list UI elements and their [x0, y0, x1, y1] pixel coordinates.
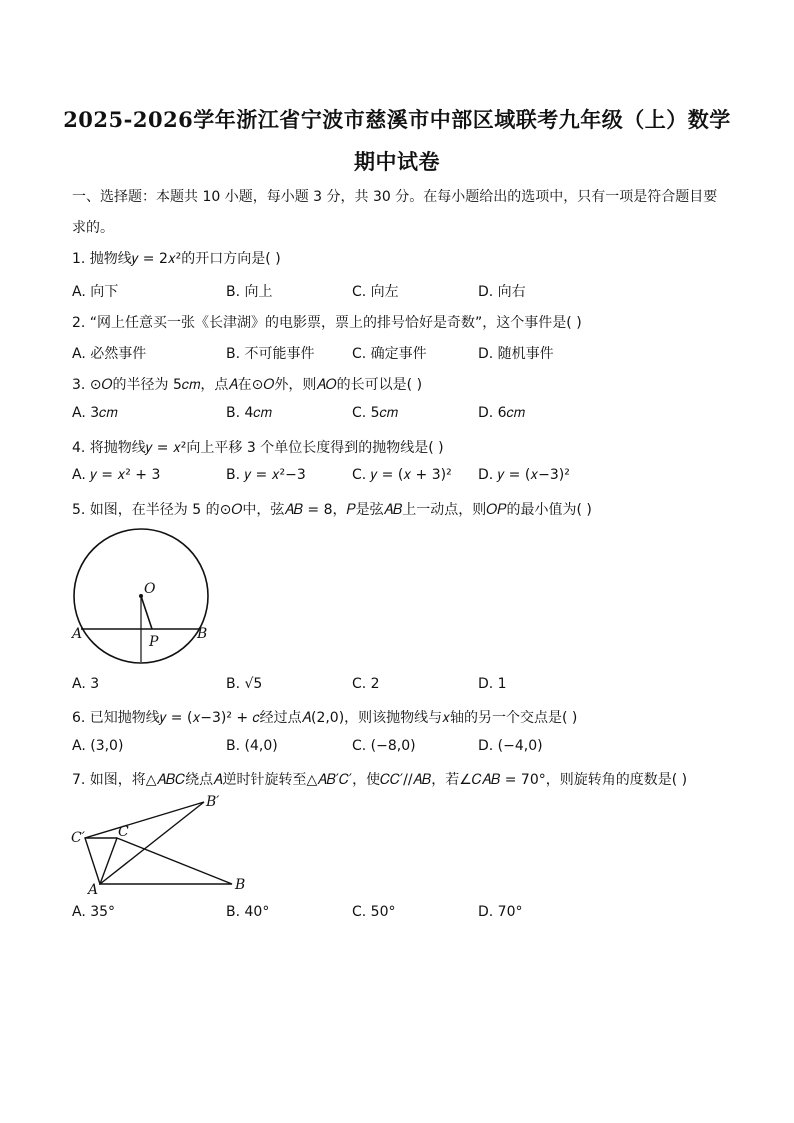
label-b: B — [197, 626, 208, 642]
question-2-options — [72, 343, 712, 363]
segment-op — [141, 596, 152, 629]
question-3-option-a: A. 3𝑐𝑚 — [72, 405, 118, 421]
question-7-option-c: C. 50° — [352, 904, 396, 920]
question-6-stem: 6. 已知抛物线𝑦 = (𝑥−3)² + 𝑐经过点𝐴(2,0)，则该抛物线与𝑥轴的另一个交点是( ) — [72, 710, 578, 726]
question-7-option-a: A. 35° — [72, 904, 116, 920]
question-7-stem: 7. 如图，将△𝐴𝐵𝐶绕点𝐴逆时针旋转至△𝐴𝐵′𝐶′，使𝐶𝐶′//𝐴𝐵，若∠𝐶𝐴𝐵 = 70°，则旋转角的度数是( ) — [72, 772, 688, 788]
triangle-abc — [100, 838, 232, 884]
question-5-option-b: B. √5 — [226, 676, 263, 692]
question-3-option-b: B. 4𝑐𝑚 — [226, 405, 272, 421]
label-b: B — [235, 877, 246, 893]
question-5-stem: 5. 如图，在半径为 5 的⊙𝑂中，弦𝐴𝐵 = 8，𝑃是弦𝐴𝐵上一动点，则𝑂𝑃的最小值为( ) — [72, 502, 592, 518]
question-4-option-c: C. 𝑦 = (𝑥 + 3)² — [352, 467, 452, 483]
question-6-options — [72, 738, 712, 758]
section-heading: 一、选择题：本题共 10 小题，每小题 3 分，共 30 分。在每小题给出的选项中，只有一项是符合题目要求的。 — [72, 189, 718, 236]
label-a: A — [88, 882, 99, 898]
question-4-stem: 4. 将抛物线𝑦 = 𝑥²向上平移 3 个单位长度得到的抛物线是( ) — [72, 440, 444, 456]
label-p: P — [149, 634, 159, 650]
question-3-options — [72, 405, 712, 425]
triangle-ab-prime-c-prime — [85, 802, 204, 884]
question-5-option-d: D. 1 — [478, 676, 507, 692]
label-c: C — [118, 824, 129, 840]
question-5-figure — [60, 525, 230, 675]
question-7-figure — [60, 790, 260, 900]
question-4-option-a: A. 𝑦 = 𝑥² + 3 — [72, 467, 161, 483]
question-1-stem: 1. 抛物线𝑦 = 2𝑥²的开口方向是( ) — [72, 251, 281, 267]
question-5-options — [72, 676, 712, 696]
question-4-options — [72, 467, 712, 487]
label-a: A — [72, 626, 83, 642]
question-1-options — [72, 281, 712, 301]
question-4-option-b: B. 𝑦 = 𝑥²−3 — [226, 467, 306, 483]
question-1-option-d: D. 向右 — [478, 284, 526, 300]
question-2-option-c: C. 确定事件 — [352, 346, 427, 362]
question-1-option-c: C. 向左 — [352, 284, 399, 300]
question-6-option-d: D. (−4,0) — [478, 738, 543, 754]
question-2-stem: 2. “网上任意买一张《长津湖》的电影票，票上的排号恰好是奇数”，这个事件是( ) — [72, 315, 582, 331]
question-2-option-a: A. 必然事件 — [72, 346, 147, 362]
question-6-option-a: A. (3,0) — [72, 738, 124, 754]
exam-title-line1: 2025-2026学年浙江省宁波市慈溪市中部区域联考九年级（上）数学 — [63, 107, 731, 132]
question-1-option-a: A. 向下 — [72, 284, 119, 300]
question-7-options — [72, 904, 712, 924]
question-7-option-b: B. 40° — [226, 904, 270, 920]
center-dot — [139, 594, 143, 598]
question-5-option-c: C. 2 — [352, 676, 380, 692]
question-2-option-d: D. 随机事件 — [478, 346, 554, 362]
question-2-option-b: B. 不可能事件 — [226, 346, 315, 362]
question-3-option-c: C. 5𝑐𝑚 — [352, 405, 399, 421]
question-1-option-b: B. 向上 — [226, 284, 273, 300]
question-3-option-d: D. 6𝑐𝑚 — [478, 405, 526, 421]
question-3-stem: 3. ⊙𝑂的半径为 5𝑐𝑚，点𝐴在⊙𝑂外，则𝐴𝑂的长可以是( ) — [72, 377, 423, 393]
label-c-prime: C′ — [71, 830, 85, 846]
question-6-option-b: B. (4,0) — [226, 738, 278, 754]
question-6-option-c: C. (−8,0) — [352, 738, 416, 754]
exam-title-line2: 期中试卷 — [354, 149, 440, 174]
question-7-option-d: D. 70° — [478, 904, 523, 920]
question-4-option-d: D. 𝑦 = (𝑥−3)² — [478, 467, 570, 483]
label-o: O — [144, 581, 156, 597]
label-b-prime: B′ — [206, 794, 220, 810]
question-5-option-a: A. 3 — [72, 676, 100, 692]
